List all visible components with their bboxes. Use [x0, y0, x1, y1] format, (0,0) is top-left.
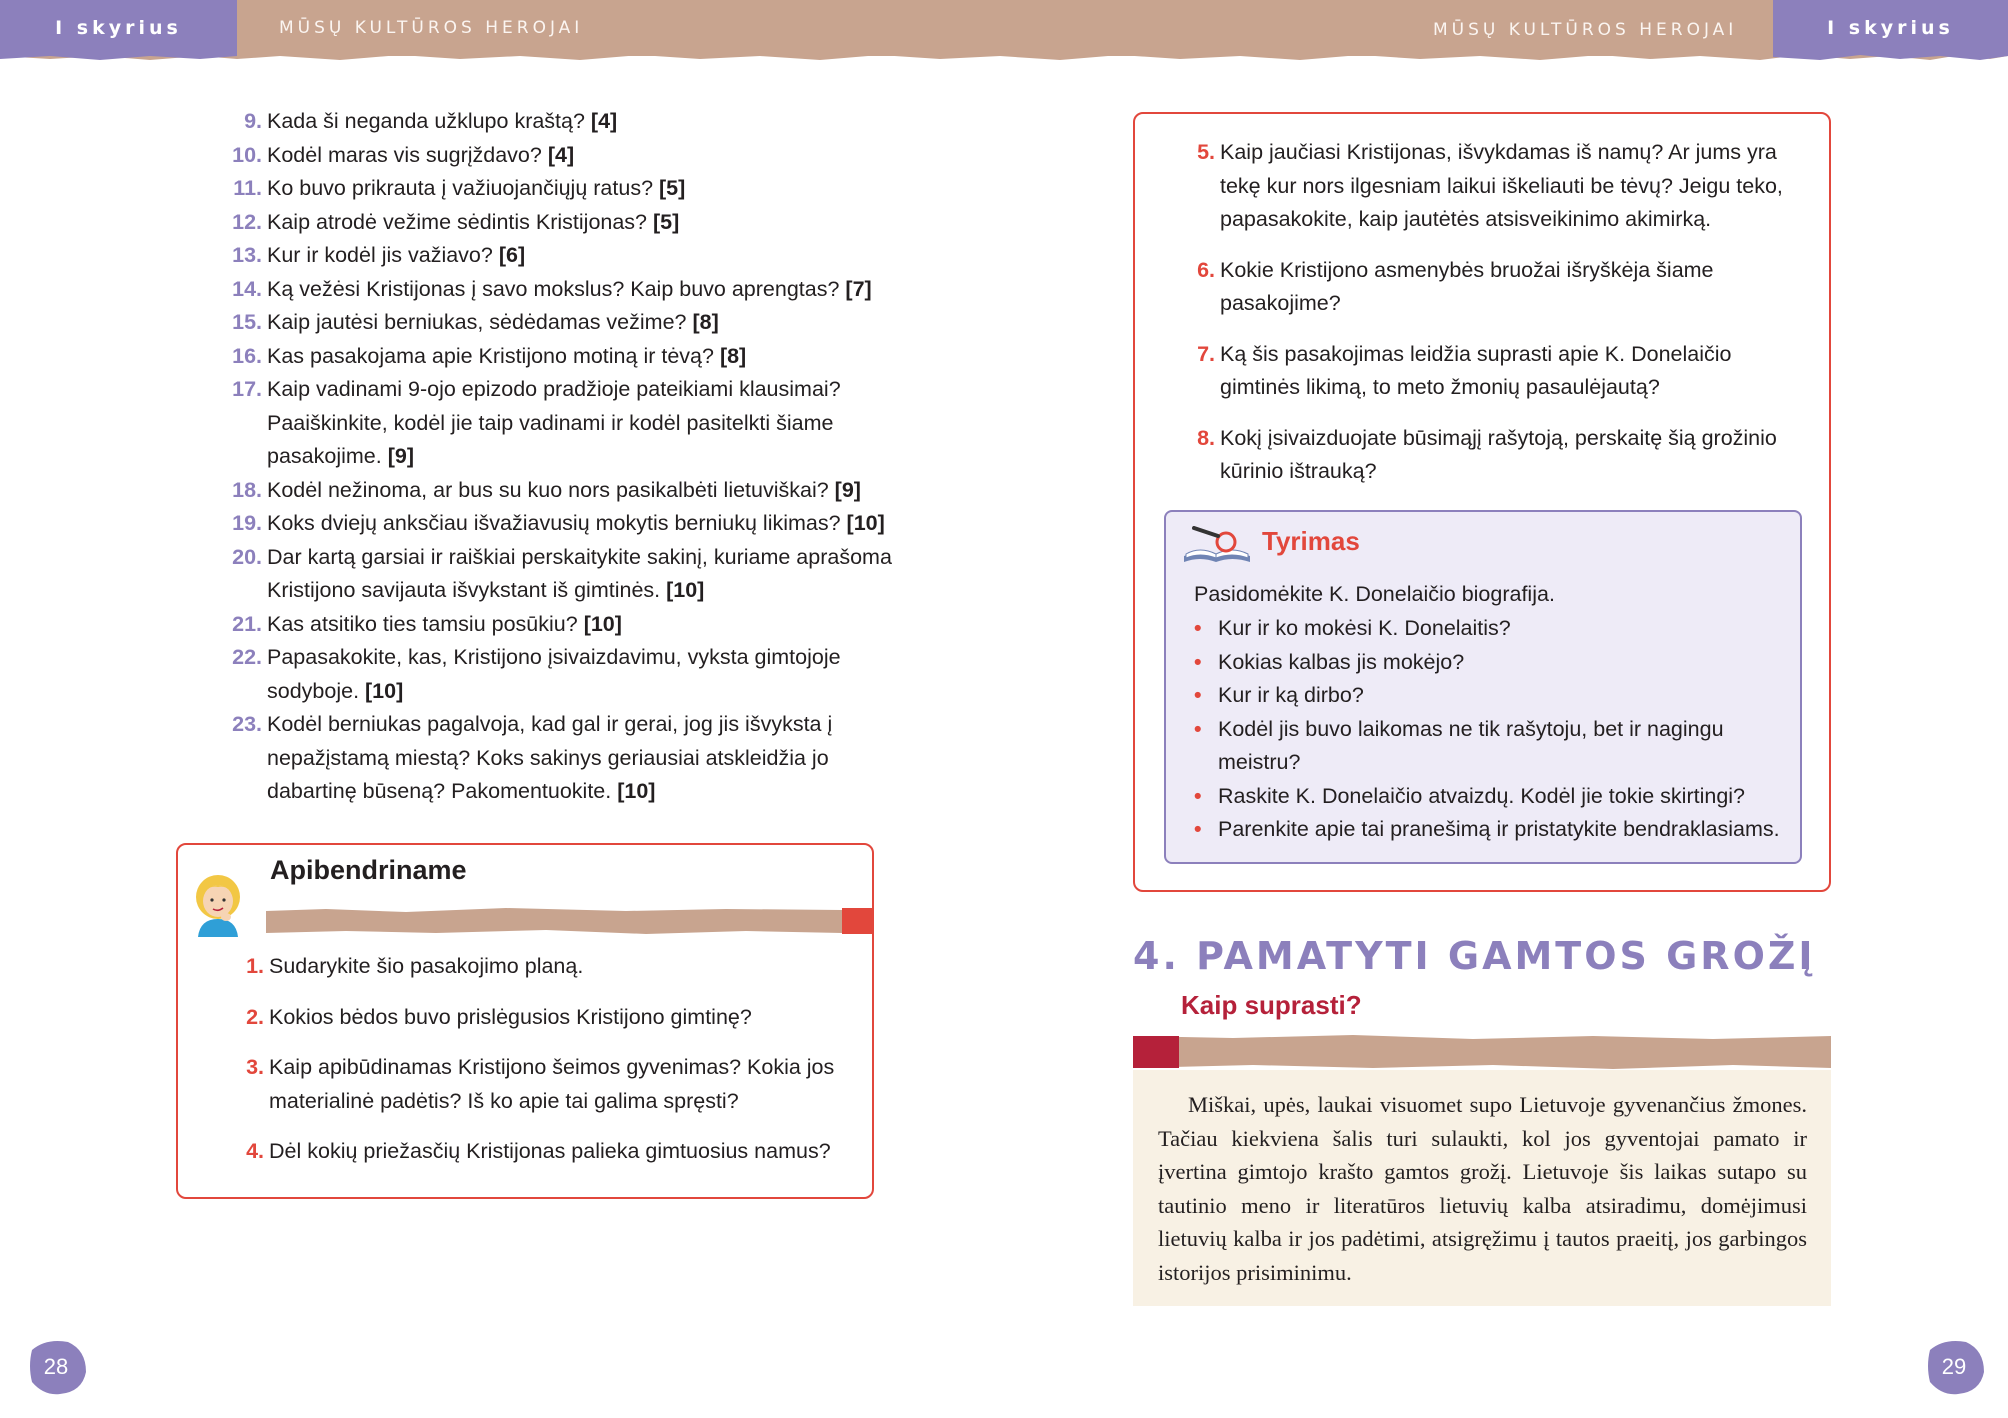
- question-episode-ref: [4]: [590, 109, 618, 133]
- list-item: [234, 1135, 854, 1169]
- list-item: [1194, 780, 1794, 814]
- question-episode-ref: [8]: [719, 343, 747, 368]
- item-text: Kokias kalbas jis mokėjo?: [1218, 649, 1465, 674]
- question-number: 14.: [232, 276, 262, 301]
- question-episode-ref: [5]: [653, 209, 680, 234]
- question-text: [267, 306, 902, 340]
- list-item: [234, 1051, 854, 1118]
- list-item: [222, 239, 902, 273]
- question-text: [267, 541, 902, 608]
- question-body: Kada ši neganda užklupo kraštą?: [267, 109, 591, 133]
- question-body: Dar kartą garsiai ir raiškiai perskaitykite sakinį, kuriame aprašoma Kristijono savijauta išvykstant iš gimtinės.: [267, 544, 892, 602]
- question-episode-ref: [9]: [834, 477, 861, 502]
- header-right-chapter-label: I skyrius: [1827, 17, 1954, 39]
- list-item: [222, 206, 902, 240]
- question-text: [267, 708, 902, 809]
- question-number: 10.: [232, 142, 262, 167]
- question-body: Kaip atrodė vežime sėdintis Kristijonas?: [267, 209, 653, 234]
- apibendriname-strip: [266, 907, 872, 935]
- item-number: 7.: [1197, 341, 1215, 366]
- question-number: 15.: [232, 310, 262, 334]
- question-text: [267, 340, 902, 374]
- right-question-list: [1185, 136, 1807, 506]
- question-body: Koks dviejų anksčiau išvažiavusių mokytis berniukų likimas?: [267, 511, 847, 535]
- item-text: Kokį įsivaizduojate būsimąjį rašytoją, perskaitę šią grožinio kūrinio ištrauką?: [1220, 425, 1777, 483]
- tyrimas-box: [1164, 510, 1802, 864]
- header-torn-edge: [0, 50, 2008, 64]
- list-item: [1194, 612, 1794, 646]
- question-number: 21.: [232, 611, 262, 636]
- question-text: [267, 172, 902, 206]
- item-text: Kokios bėdos buvo prislėgusios Kristijono gimtinę?: [269, 1004, 752, 1029]
- tyrimas-intro: Pasidomėkite K. Donelaičio biografija.: [1194, 582, 1555, 606]
- list-item: [222, 373, 902, 474]
- item-text: Kokie Kristijono asmenybės bruožai išryškėja šiame pasakojime?: [1220, 257, 1714, 315]
- apibendriname-list: [234, 950, 854, 1186]
- bullet-icon: •: [1194, 817, 1202, 841]
- item-text: Ką šis pasakojimas leidžia suprasti apie K. Donelaičio gimtinės likimą, to meto žmonių pasaulėjautą?: [1220, 341, 1732, 399]
- list-item: [222, 474, 902, 508]
- list-item: [1194, 813, 1794, 847]
- question-body: Kur ir kodėl jis važiavo?: [267, 243, 499, 267]
- question-number: 23.: [232, 712, 262, 736]
- item-number: 6.: [1197, 257, 1215, 282]
- bullet-icon: •: [1194, 783, 1202, 808]
- question-episode-ref: [7]: [845, 276, 872, 301]
- question-text: [267, 105, 902, 139]
- question-number: 16.: [232, 343, 262, 368]
- question-body: Ką vežėsi Kristijonas į savo mokslus? Kaip buvo aprengtas?: [267, 276, 846, 301]
- item-text: Kaip jaučiasi Kristijonas, išvykdamas iš namų? Ar jums yra tekę kur nors ilgesniam laikui iškeliauti be tėvų? Jeigu teko, papasakokite, kaip jautėtės atsisveikinimo akimirką.: [1220, 140, 1783, 231]
- bullet-icon: •: [1194, 683, 1202, 707]
- question-number: 17.: [232, 377, 262, 401]
- question-number: 19.: [232, 511, 262, 535]
- item-number: 5.: [1197, 140, 1215, 164]
- question-list: [222, 105, 902, 809]
- header-left-title: MŪSŲ KULTŪROS HEROJAI: [279, 18, 584, 38]
- list-item: [234, 950, 854, 984]
- question-number: 18.: [232, 477, 262, 502]
- list-item: [234, 1001, 854, 1035]
- item-number: 3.: [246, 1055, 264, 1079]
- list-item: [1185, 254, 1807, 321]
- question-episode-ref: [4]: [547, 142, 575, 167]
- question-body: Papasakokite, kas, Kristijono įsivaizdavimu, vyksta gimtojoje sodyboje.: [267, 645, 841, 703]
- bullet-icon: •: [1194, 649, 1202, 674]
- question-number: 22.: [232, 645, 262, 669]
- list-item: [222, 105, 902, 139]
- section-body: [1133, 1070, 1831, 1306]
- tyrimas-list: [1194, 612, 1794, 847]
- item-text: Raskite K. Donelaičio atvaizdų. Kodėl jie tokie skirtingi?: [1218, 783, 1746, 808]
- item-text: Kur ir ko mokėsi K. Donelaitis?: [1218, 616, 1511, 640]
- question-text: [267, 373, 902, 474]
- question-text: [267, 206, 902, 240]
- list-item: [222, 273, 902, 307]
- question-episode-ref: [10]: [617, 779, 656, 803]
- question-body: Kas pasakojama apie Kristijono motiną ir tėvą?: [267, 343, 720, 368]
- question-episode-ref: [8]: [692, 310, 719, 334]
- question-text: [267, 239, 902, 273]
- questions-box: [1133, 112, 1831, 892]
- item-text: Kur ir ką dirbo?: [1218, 683, 1364, 707]
- list-item: [222, 139, 902, 173]
- question-episode-ref: [6]: [498, 243, 526, 267]
- question-body: Kodėl maras vis sugrįždavo?: [267, 142, 548, 167]
- item-text: Parenkite apie tai pranešimą ir pristatykite bendraklasiams.: [1218, 817, 1780, 841]
- header-left-chapter-label: I skyrius: [55, 17, 182, 39]
- item-number: 4.: [246, 1139, 264, 1163]
- list-item: [222, 507, 902, 541]
- question-body: Kas atsitiko ties tamsiu posūkiu?: [267, 611, 584, 636]
- list-item: [1194, 713, 1794, 780]
- section-paragraph: Miškai, upės, laukai visuomet supo Lietuvoje gyvenančius žmones. Tačiau kiekviena šalis turi sulaukti, kol jos gyventojai pamato ir įvertina gimtojo krašto gamtos grožį. Lietuvoje šis laikas sutapo su tautinio meno ir literatūros lietuvių kalba atsiradimu, domėjimusi lietuvių kalba ir jos padėtimi, atsigręžimu į tautos praeitį, jos garbingos istorijos prisiminimu.: [1158, 1092, 1807, 1285]
- apibendriname-title: Apibendriname: [270, 855, 467, 885]
- page-number-right-label: 29: [1941, 1354, 1967, 1379]
- header-right-chapter: [1773, 0, 2008, 56]
- question-body: Kodėl berniukas pagalvoja, kad gal ir gerai, jog jis išvyksta į nepažįstamą miestą? Koks sakinys geriausiai atskleidžia jo dabartinę būseną? Pakomentuokite.: [267, 712, 833, 803]
- question-body: Ko buvo prikrauta į važiuojančiųjų ratus?: [267, 176, 659, 200]
- list-item: [1194, 679, 1794, 713]
- list-item: [222, 641, 902, 708]
- page-number-left: [24, 1338, 88, 1396]
- apibendriname-box: [176, 843, 874, 1199]
- question-number: 13.: [232, 243, 262, 267]
- question-text: [267, 641, 902, 708]
- list-item: [222, 172, 902, 206]
- question-text: [267, 608, 902, 642]
- section-subheading: Kaip suprasti?: [1181, 990, 1362, 1020]
- list-item: [222, 708, 902, 809]
- tyrimas-title: Tyrimas: [1262, 526, 1360, 556]
- thinking-girl-icon: [190, 871, 246, 937]
- magnifier-book-icon: [1180, 526, 1254, 566]
- question-text: [267, 139, 902, 173]
- question-body: Kaip vadinami 9-ojo epizodo pradžioje pateikiami klausimai? Paaiškinkite, kodėl jie taip vadinami ir kodėl pasitelkti šiame pasakojime.: [267, 377, 841, 468]
- item-number: 8.: [1197, 425, 1215, 450]
- question-body: Kaip jautėsi berniukas, sėdėdamas vežime?: [267, 310, 693, 334]
- question-number: 11.: [233, 176, 262, 200]
- list-item: [222, 340, 902, 374]
- item-text: Kaip apibūdinamas Kristijono šeimos gyvenimas? Kokia jos materialinė padėtis? Iš ko apie tai galima spręsti?: [269, 1055, 835, 1113]
- question-number: 12.: [232, 209, 262, 234]
- question-episode-ref: [10]: [846, 511, 885, 535]
- question-episode-ref: [10]: [666, 578, 705, 602]
- list-item: [1185, 422, 1807, 489]
- question-number: 9.: [244, 109, 262, 133]
- page-number-left-label: 28: [43, 1354, 69, 1379]
- item-text: Dėl kokių priežasčių Kristijonas palieka gimtuosius namus?: [269, 1139, 831, 1163]
- list-item: [222, 608, 902, 642]
- list-item: [222, 541, 902, 608]
- item-number: 2.: [246, 1004, 264, 1029]
- question-episode-ref: [5]: [659, 176, 686, 200]
- question-episode-ref: [9]: [387, 444, 414, 468]
- question-episode-ref: [10]: [583, 611, 622, 636]
- bullet-icon: •: [1194, 716, 1202, 741]
- item-text: Sudarykite šio pasakojimo planą.: [269, 954, 584, 978]
- header-left-chapter: [0, 0, 237, 56]
- item-text: Kodėl jis buvo laikomas ne tik rašytoju, bet ir nagingu meistru?: [1218, 716, 1724, 774]
- question-text: [267, 273, 902, 307]
- item-number: 1.: [246, 954, 264, 978]
- question-episode-ref: [10]: [365, 678, 404, 703]
- question-text: [267, 474, 902, 508]
- bullet-icon: •: [1194, 616, 1202, 640]
- question-text: [267, 507, 902, 541]
- question-number: 20.: [232, 544, 262, 569]
- list-item: [1194, 646, 1794, 680]
- section-strip: [1133, 1034, 1831, 1070]
- list-item: [1185, 136, 1807, 237]
- page-number-right: [1922, 1338, 1986, 1396]
- list-item: [222, 306, 902, 340]
- header-right-title: MŪSŲ KULTŪROS HEROJAI: [1433, 20, 1738, 40]
- section-heading: 4. PAMATYTI GAMTOS GROŽĮ: [1133, 934, 1816, 978]
- list-item: [1185, 338, 1807, 405]
- question-body: Kodėl nežinoma, ar bus su kuo nors pasikalbėti lietuviškai?: [267, 477, 835, 502]
